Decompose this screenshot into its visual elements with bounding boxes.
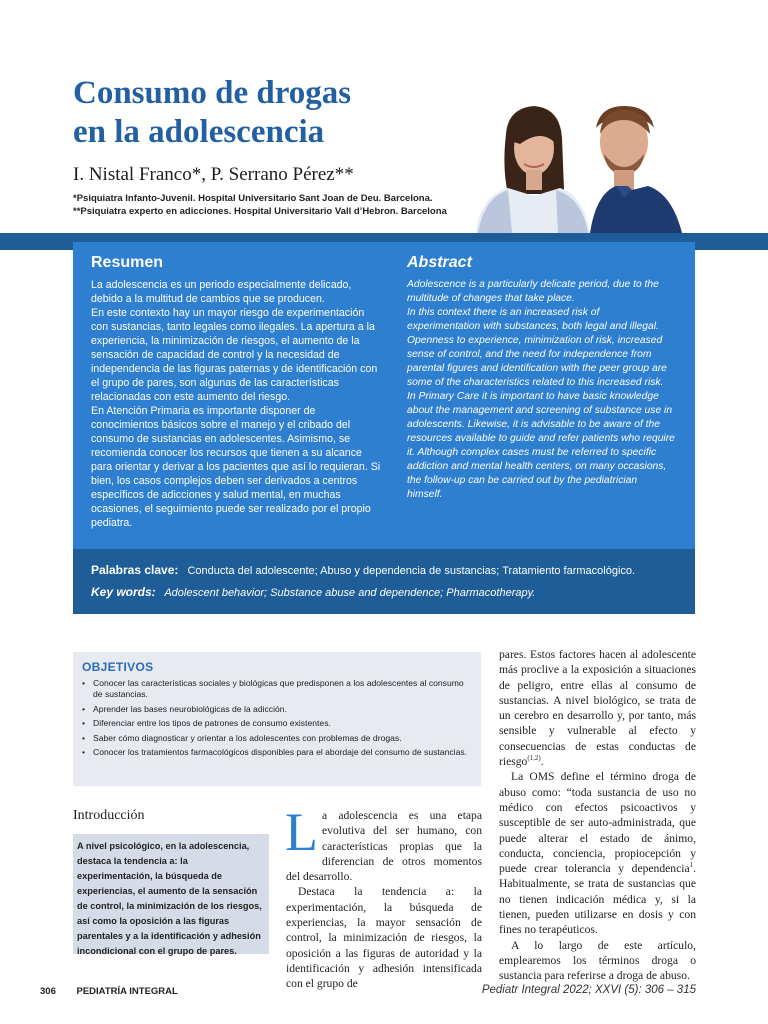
author-photo — [472, 98, 696, 233]
intro-paragraph-2: Destaca la tendencia a: la experimentación, la búsqueda de experiencias, la mayor sensación de control, la minimización de riesgos, la oposición a las figuras de autoridad y la identificación y adhesión intensificada con el grupo de — [286, 885, 482, 991]
body-column-middle — [285, 802, 482, 992]
objective-item: • Conocer los tratamientos farmacológicos disponibles para el abordaje del consumo de sustancias. — [82, 747, 471, 758]
affiliation-2: **Psiquiatra experto en adicciones. Hospital Universitario Vall d’Hebron. Barcelona — [73, 206, 447, 217]
resumen-p1: La adolescencia es un periodo especialmente delicado, debido a la multitud de cambios que se producen. — [91, 279, 352, 305]
intro-paragraph-4 — [499, 769, 696, 937]
title-line-1: Consumo de drogas — [73, 75, 352, 111]
footer-left — [40, 986, 178, 997]
reference-marker: (1,2) — [527, 754, 541, 763]
abstract-p1: Adolescence is a particularly delicate period, due to the multitude of changes that take place. — [407, 279, 659, 304]
intro-summary-box: A nivel psicológico, en la adolescencia, destaca la tendencia a: la experimentación, la búsqueda de experiencias, el aumento de la sensación de control, la minimización de los riesgos, así como la oposición a las figuras parentales y a la identificación y adhesión incondicional con el grupo de pares. — [73, 834, 269, 954]
palabras-clave-label: Palabras clave: — [91, 563, 179, 577]
resumen-heading: Resumen — [91, 254, 164, 271]
intro-paragraph-3 — [499, 647, 696, 769]
intro-heading: Introducción — [73, 808, 145, 823]
affiliation-1: *Psiquiatra Infanto-Juvenil. Hospital Universitario Sant Joan de Deu. Barcelona. — [73, 193, 433, 204]
intro-p1-text: a adolescencia es una etapa evolutiva del ser humano, con características propias que la diferencian de otros momentos del desarrollo. — [286, 809, 482, 884]
objectives-heading: OBJETIVOS — [82, 660, 154, 674]
objectives-box — [73, 652, 481, 786]
palabras-clave-row — [91, 563, 635, 577]
intro-paragraph-1 — [285, 802, 482, 884]
citation: Pediatr Integral 2022; XXVI (5): 306 – 315 — [481, 984, 696, 996]
intro-paragraph-5: A lo largo de este artículo, emplearemos los términos droga o sustancia para referirse a droga de abuso. — [499, 938, 696, 983]
key-words-label: Key words: — [91, 585, 156, 599]
page-number: 306 — [40, 986, 56, 997]
author-photo-illustration — [472, 98, 696, 233]
objective-item: • Conocer las características sociales y biológicas que predisponen a los adolescentes al consumo de sustancias. — [82, 678, 471, 700]
objective-item: • Diferenciar entre los tipos de patrones de consumo existentes. — [82, 718, 471, 729]
title-line-2: en la adolescencia — [73, 114, 325, 150]
intro-p3-text: pares. Estos factores hacen al adolescente más proclive a la exposición a situaciones de peligro, entre ellas al consumo de sustancias. A nivel biológico, se trata de un cerebro en desarrollo y, por tanto, más sensible y vulnerable al efecto y consecuencias de estas conductas de riesgo — [499, 648, 696, 769]
resumen-p3: En Atención Primaria es importante disponer de conocimientos básicos sobre el manejo y el cribado del consumo de sustancias en adolescentes. Asimismo, se recomienda conocer los recursos que tienen a su alcance para orientar y derivar a los pacientes que así lo requieran. Si bien, los casos complejos deben ser derivados a centros específicos de adicciones y salud mental, en muchas ocasiones, el seguimiento puede ser realizado por el propio pediatra. — [91, 405, 381, 529]
keywords-box — [73, 549, 695, 614]
journal-name: PEDIATRÍA INTEGRAL — [76, 986, 178, 997]
objectives-list — [82, 678, 471, 758]
intro-p4-end: . Habitualmente, se trata de sustancias que no tienen indicación médica y, si la tienen, pueden utilizarse en dosis y con fines no terapéuticos. — [499, 862, 696, 937]
body-column-right — [499, 647, 696, 984]
palabras-clave-text: Conducta del adolescente; Abuso y dependencia de sustancias; Tratamiento farmacológico. — [187, 565, 636, 577]
drop-cap: L — [285, 802, 318, 862]
article-title — [73, 74, 473, 152]
key-words-row — [91, 585, 535, 599]
reference-marker: 1 — [689, 861, 694, 870]
abstract-p2: In this context there is an increased risk of experimentation with substances, both legal and illegal. Openness to experience, minimization of risk, increased sense of control, and the need for independence from parental figures and identification with the peer group are some of the characteristics related to this increased risk. — [407, 307, 667, 388]
authors: I. Nistal Franco*, P. Serrano Pérez** — [73, 164, 354, 185]
abstract-p3: In Primary Care it is important to have basic knowledge about the management and screening of substance use in adolescents. Likewise, it is advisable to be aware of the resources available to guide and refer patients who require it. Although complex cases must be referred to specific addiction and mental health centers, on many occasions, the follow-up can be carried out by the pediatrician himself. — [407, 391, 675, 500]
intro-p4-text: La OMS define el término droga de abuso como: “toda sustancia de uso no médico con efectos psicoactivos y susceptible de ser auto-administrada, que puede alterar el estado de ánimo, conducta, conciencia, propiocepción y puede crear tolerancia y dependencia — [499, 770, 696, 876]
objective-item: • Saber cómo diagnosticar y orientar a los adolescentes con problemas de drogas. — [82, 733, 471, 744]
abstract-column — [407, 250, 675, 502]
abstract-heading: Abstract — [407, 254, 472, 271]
resumen-column — [91, 250, 383, 530]
resumen-p2: En este contexto hay un mayor riesgo de experimentación con sustancias, tanto legales como ilegales. La apertura a la experiencia, la minimización de riesgos, el aumento de la sensación de capacidad de control y la necesidad de independencia de las figuras paternas y de identificación con el grupo de pares, son algunas de las características relacionadas con este aumento del riesgo. — [91, 307, 378, 403]
key-words-text: Adolescent behavior; Substance abuse and dependence; Pharmacotherapy. — [164, 587, 536, 599]
intro-p3-end: . — [540, 755, 544, 769]
objective-item: • Aprender las bases neurobiológicas de la adicción. — [82, 704, 471, 715]
